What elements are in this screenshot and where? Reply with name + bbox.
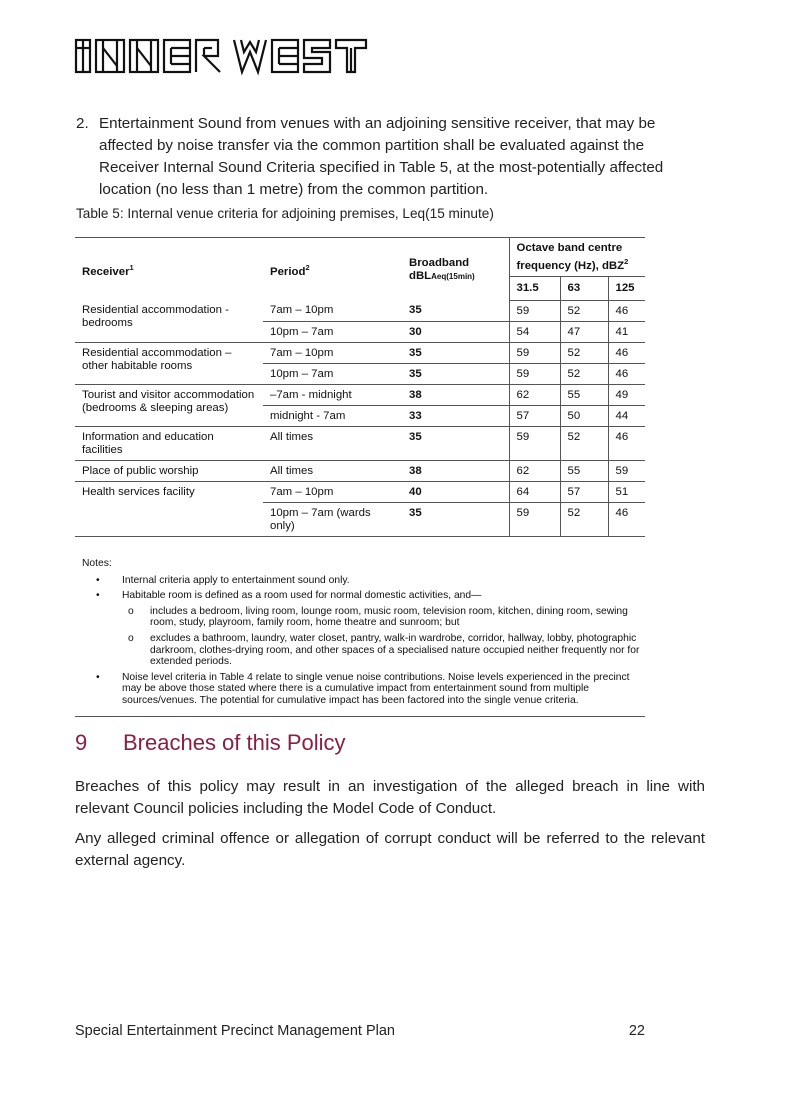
table-caption: Table 5: Internal venue criteria for adjoining premises, Leq(15 minute): [76, 206, 494, 221]
receiver-cell: Tourist and visitor accommodation (bedrooms & sleeping areas): [75, 384, 263, 426]
freq-cell: 46: [608, 300, 645, 321]
receiver-cell: Health services facility: [75, 481, 263, 536]
freq-cell: 50: [560, 405, 608, 426]
receiver-cell: Place of public worship: [75, 460, 263, 481]
page-number: 22: [628, 1023, 645, 1039]
header-freq: 31.5: [509, 276, 560, 300]
freq-cell: 59: [509, 363, 560, 384]
broadband-cell: 30: [402, 321, 509, 342]
freq-cell: 59: [509, 502, 560, 536]
note-subitem: [76, 606, 646, 629]
logo-letter-s: [304, 40, 330, 72]
freq-cell: 54: [509, 321, 560, 342]
logo-letter-t: [336, 40, 366, 72]
freq-cell: 46: [608, 363, 645, 384]
broadband-cell: 38: [402, 384, 509, 405]
header-freq: 125: [608, 276, 645, 300]
header-receiver: Receiver$^1$: [75, 238, 263, 301]
paragraph: Any alleged criminal offence or allegation of corrupt conduct will be referred to the relevant external agency.: [75, 830, 705, 869]
freq-cell: 52: [560, 363, 608, 384]
item-text: Entertainment Sound from venues with an adjoining sensitive receiver, that may be affected by noise transfer via the common partition shall be evaluated against the Receiver Internal Sound Criteria specified in Table 5, at the most-potentially affected location (no less than 1 metre) from the common partition.: [99, 115, 664, 198]
section-heading: [75, 730, 346, 756]
logo-letter-n: [130, 40, 158, 72]
note-item: [76, 590, 646, 602]
period-cell: midnight - 7am: [263, 405, 402, 426]
logo-letter-i: [76, 40, 90, 72]
period-cell: 10pm – 7am: [263, 321, 402, 342]
freq-cell: 62: [509, 460, 560, 481]
freq-cell: 62: [509, 384, 560, 405]
freq-cell: 59: [509, 342, 560, 363]
note-text: excludes a bathroom, laundry, water closet, pantry, walk-in wardrobe, corridor, hallway, lobby, photographic darkroom, clothes-drying room, and other spaces of a specialised nature occupied neither frequently nor for extended periods.: [150, 632, 640, 668]
bullet-icon: •: [96, 590, 100, 602]
freq-cell: 52: [560, 342, 608, 363]
logo-letter-e: [164, 40, 190, 72]
freq-cell: 49: [608, 384, 645, 405]
broadband-cell: 35: [402, 363, 509, 384]
broadband-cell: 35: [402, 342, 509, 363]
note-text: Habitable room is defined as a room used for normal domestic activities, and—: [122, 590, 482, 602]
freq-cell: 59: [509, 426, 560, 460]
freq-cell: 59: [608, 460, 645, 481]
note-subitem: [76, 633, 646, 668]
freq-cell: 64: [509, 481, 560, 502]
freq-cell: 41: [608, 321, 645, 342]
bullet-icon: •: [96, 671, 100, 683]
period-cell: 7am – 10pm: [263, 481, 402, 502]
freq-cell: 52: [560, 426, 608, 460]
logo-letter-n: [96, 40, 124, 72]
notes-label: Notes:: [82, 558, 112, 569]
table-notes: [76, 558, 646, 711]
freq-cell: 55: [560, 460, 608, 481]
divider: [75, 716, 645, 717]
receiver-cell: Residential accommodation - bedrooms: [75, 300, 263, 342]
header-octave: Octave band centre frequency (Hz), dBZ$^2$: [509, 238, 645, 277]
receiver-cell: Information and education facilities: [75, 426, 263, 460]
period-cell: All times: [263, 426, 402, 460]
broadband-cell: 33: [402, 405, 509, 426]
note-item: [76, 672, 646, 707]
criteria-table: [75, 237, 645, 537]
header-broadband: Broadband dBLAeq(15min): [402, 238, 509, 301]
freq-cell: 52: [560, 502, 608, 536]
note-text: includes a bedroom, living room, lounge room, music room, television room, kitchen, dining room, sewing room, study, playroom, family room, home theatre and sunroom; but: [150, 605, 628, 629]
period-cell: 10pm – 7am: [263, 363, 402, 384]
freq-cell: 46: [608, 502, 645, 536]
broadband-cell: 40: [402, 481, 509, 502]
period-cell: All times: [263, 460, 402, 481]
circle-bullet-icon: o: [128, 605, 134, 617]
freq-cell: 46: [608, 342, 645, 363]
broadband-cell: 35: [402, 502, 509, 536]
freq-cell: 59: [509, 300, 560, 321]
freq-cell: 44: [608, 405, 645, 426]
freq-cell: 57: [560, 481, 608, 502]
logo-letter-w: [234, 40, 266, 72]
logo-letter-e: [272, 40, 298, 72]
logo-letter-r: [196, 40, 220, 72]
freq-cell: 55: [560, 384, 608, 405]
note-text: Internal criteria apply to entertainment sound only.: [122, 574, 350, 586]
section-number: 9: [75, 730, 88, 755]
freq-cell: 57: [509, 405, 560, 426]
freq-cell: 47: [560, 321, 608, 342]
footer-title: Special Entertainment Precinct Management Plan: [75, 1023, 395, 1039]
paragraph: Breaches of this policy may result in an investigation of the alleged breach in line with relevant Council policies including the Model Code of Conduct.: [75, 778, 705, 817]
broadband-cell: 35: [402, 300, 509, 321]
header-period: Period$^2$: [263, 238, 402, 301]
freq-cell: 52: [560, 300, 608, 321]
period-cell: 7am – 10pm: [263, 342, 402, 363]
receiver-cell: Residential accommodation – other habitable rooms: [75, 342, 263, 384]
header-freq: 63: [560, 276, 608, 300]
inner-west-logo: [74, 36, 374, 76]
bullet-icon: •: [96, 574, 100, 586]
note-text: Noise level criteria in Table 4 relate to single venue noise contributions. Noise levels experienced in the precinct may be above those stated where there is a cumulative impact from entertainment sound from multiple sources/venues. The potential for cumulative impact has been factored into the single venue criteria.: [122, 671, 630, 706]
circle-bullet-icon: o: [128, 632, 134, 644]
page-footer: [75, 1023, 645, 1039]
section-title: Breaches of this Policy: [123, 730, 346, 755]
freq-cell: 51: [608, 481, 645, 502]
freq-cell: 46: [608, 426, 645, 460]
note-item: [76, 575, 646, 587]
period-cell: 10pm – 7am (wards only): [263, 502, 402, 536]
item-number: 2.: [76, 115, 89, 132]
broadband-cell: 38: [402, 460, 509, 481]
period-cell: 7am – 10pm: [263, 300, 402, 321]
period-cell: –7am - midnight: [263, 384, 402, 405]
broadband-cell: 35: [402, 426, 509, 460]
